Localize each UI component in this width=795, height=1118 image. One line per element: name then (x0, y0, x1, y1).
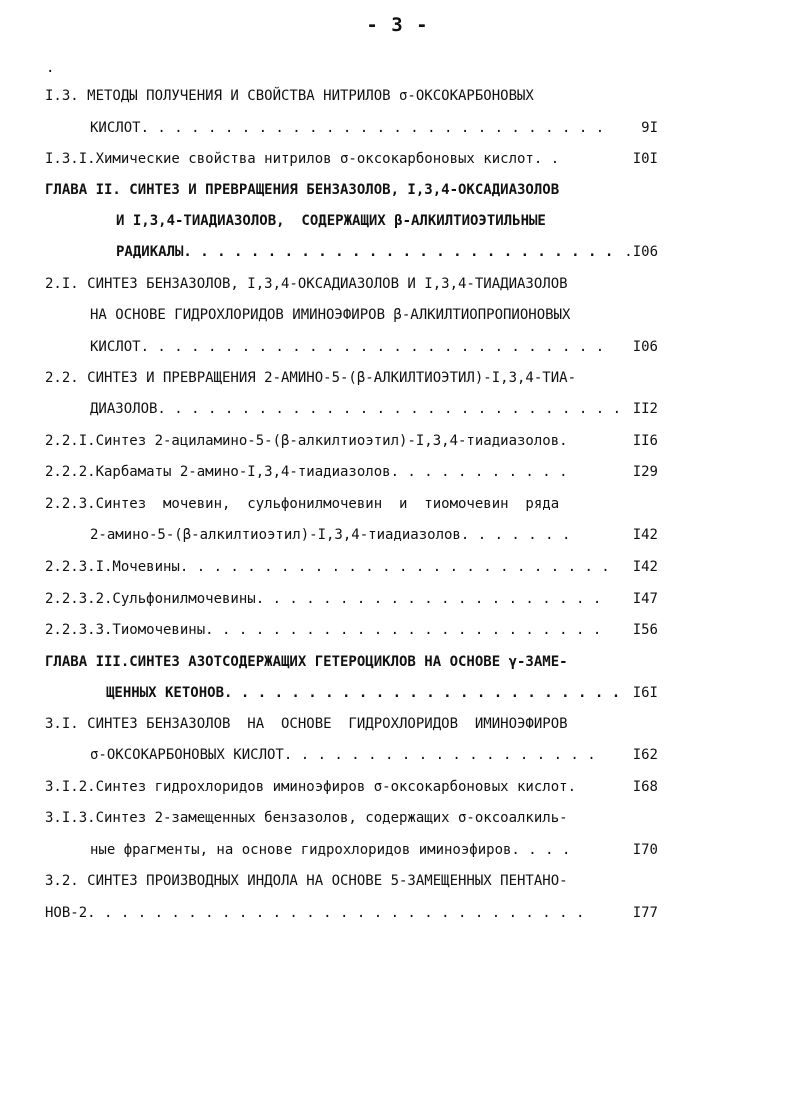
page-number: - 3 - (366, 14, 429, 36)
toc-page-ref: I29 (632, 464, 658, 480)
toc-entry-line: 3.I.3.Синтез 2-замещенных бензазолов, содержащих σ-оксоалкиль- (45, 810, 568, 826)
toc-page-ref: I47 (632, 591, 658, 607)
toc-page-ref: .I06 (624, 244, 658, 260)
toc-page-ref: I77 (632, 905, 658, 921)
toc-page-ref: II6 (632, 433, 658, 449)
stray-mark: . (46, 60, 55, 76)
toc-entry-line: ДИАЗОЛОВ. . . . . . . . . . . . . . . . . . . . . . . . . . . . (90, 401, 622, 417)
toc-entry-line: 3.I. СИНТЕЗ БЕНЗАЗОЛОВ НА ОСНОВЕ ГИДРОХЛОРИДОВ ИМИНОЭФИРОВ (45, 716, 568, 732)
toc-page-ref: I42 (632, 559, 658, 575)
toc-entry-line: ГЛАВА II. СИНТЕЗ И ПРЕВРАЩЕНИЯ БЕНЗАЗОЛОВ, I,3,4-ОКСАДИАЗОЛОВ (45, 182, 560, 198)
toc-entry-line: И I,3,4-ТИАДИАЗОЛОВ, СОДЕРЖАЩИХ β-АЛКИЛТИОЭТИЛЬНЫЕ (116, 213, 546, 229)
toc-entry-line: ЩЕННЫХ КЕТОНОВ. . . . . . . . . . . . . . . . . . . . . . . . (106, 685, 621, 701)
toc-page-ref: 9I (641, 120, 658, 136)
toc-entry-line: 3.2. СИНТЕЗ ПРОИЗВОДНЫХ ИНДОЛА НА ОСНОВЕ 5-ЗАМЕЩЕННЫХ ПЕНТАНО- (45, 873, 568, 889)
toc-page-ref: I62 (632, 747, 658, 763)
toc-entry-line: РАДИКАЛЫ. . . . . . . . . . . . . . . . . . . . . . . . . . (116, 244, 614, 260)
toc-entry-line: 2.2.3.3.Тиомочевины. . . . . . . . . . . . . . . . . . . . . . . . (45, 622, 602, 638)
toc-entry-line: 2.2.3.Синтез мочевин, сульфонилмочевин и тиомочевин ряда (45, 496, 560, 512)
toc-page-ref: II2 (632, 401, 658, 417)
toc-page-ref: I0I (632, 151, 658, 167)
toc-entry-line: 2.2.2.Карбаматы 2-амино-I,3,4-тиадиазолов. . . . . . . . . . . (45, 464, 568, 480)
toc-entry-line: 2-амино-5-(β-алкилтиоэтил)-I,3,4-тиадиазолов. . . . . . . (90, 527, 571, 543)
toc-page-ref: I56 (632, 622, 658, 638)
toc-entry-line: КИСЛОТ. . . . . . . . . . . . . . . . . . . . . . . . . . . . (90, 120, 605, 136)
toc-entry-line: σ-ОКСОКАРБОНОВЫХ КИСЛОТ. . . . . . . . . . . . . . . . . . . (90, 747, 596, 763)
toc-entry-line: I.3. МЕТОДЫ ПОЛУЧЕНИЯ И СВОЙСТВА НИТРИЛОВ σ-ОКСОКАРБОНОВЫХ (45, 88, 534, 104)
toc-entry-line: 2.2.3.2.Сульфонилмочевины. . . . . . . . . . . . . . . . . . . . . (45, 591, 602, 607)
toc-entry-line: 2.2.3.I.Мочевины. . . . . . . . . . . . . . . . . . . . . . . . . . (45, 559, 610, 575)
toc-entry-line: 2.2. СИНТЕЗ И ПРЕВРАЩЕНИЯ 2-АМИНО-5-(β-АЛКИЛТИОЭТИЛ)-I,3,4-ТИА- (45, 370, 577, 386)
toc-entry-line: I.3.I.Химические свойства нитрилов σ-оксокарбоновых кислот. . (45, 151, 560, 167)
toc-entry-line: НА ОСНОВЕ ГИДРОХЛОРИДОВ ИМИНОЭФИРОВ β-АЛКИЛТИОПРОПИОНОВЫХ (90, 307, 571, 323)
toc-entry-line: 2.2.I.Синтез 2-ациламино-5-(β-алкилтиоэтил)-I,3,4-тиадиазолов. (45, 433, 568, 449)
toc-entry-line: 3.I.2.Синтез гидрохлоридов иминоэфиров σ-оксокарбоновых кислот. (45, 779, 577, 795)
toc-entry-line: 2.I. СИНТЕЗ БЕНЗАЗОЛОВ, I,3,4-ОКСАДИАЗОЛОВ И I,3,4-ТИАДИАЗОЛОВ (45, 276, 568, 292)
toc-page-ref: I70 (632, 842, 658, 858)
toc-entry-line: НОВ-2. . . . . . . . . . . . . . . . . . . . . . . . . . . . . . (45, 905, 585, 921)
toc-page-ref: I6I (632, 685, 658, 701)
toc-page-ref: I06 (632, 339, 658, 355)
toc-page-ref: I68 (632, 779, 658, 795)
toc-entry-line: ные фрагменты, на основе гидрохлоридов иминоэфиров. . . . (90, 842, 571, 858)
toc-entry-line: КИСЛОТ. . . . . . . . . . . . . . . . . . . . . . . . . . . . (90, 339, 605, 355)
toc-page-ref: I42 (632, 527, 658, 543)
toc-entry-line: ГЛАВА III.СИНТЕЗ АЗОТСОДЕРЖАЩИХ ГЕТЕРОЦИКЛОВ НА ОСНОВЕ γ-ЗАМЕ- (45, 654, 568, 670)
